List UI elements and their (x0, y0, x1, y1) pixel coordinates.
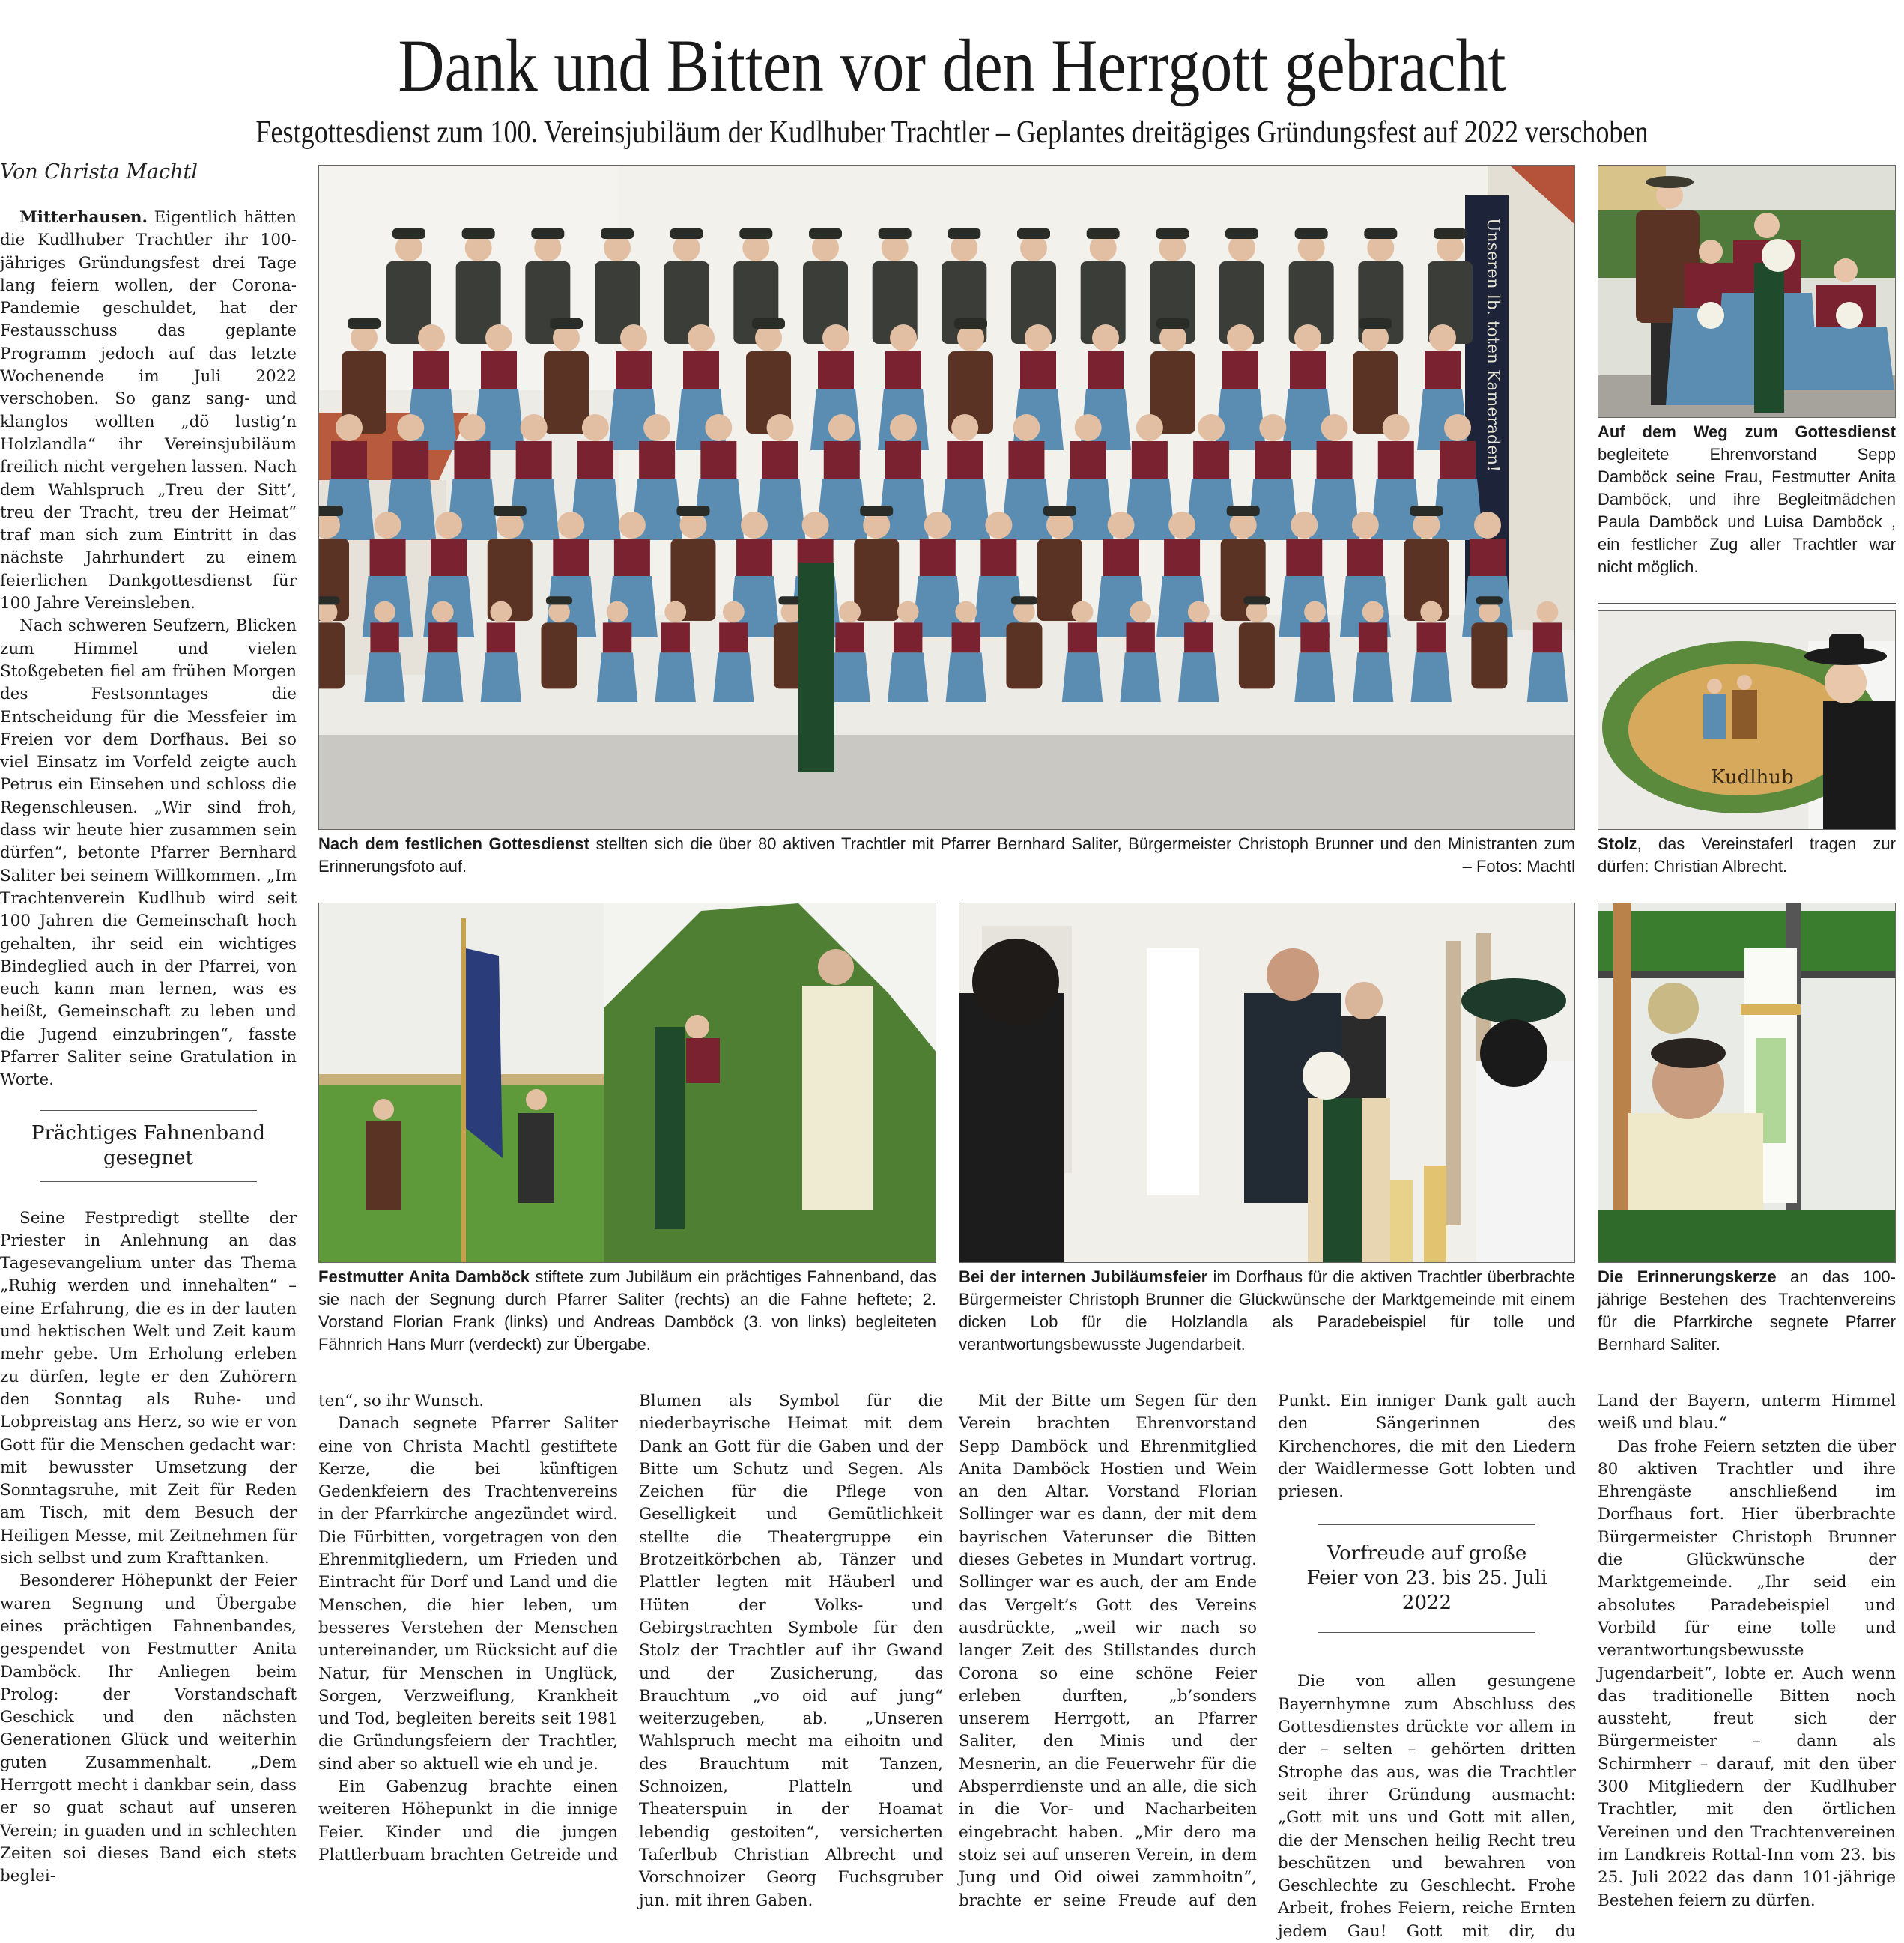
taferl-photo-caption: Stolz, das Vereinstaferl tragen zur dürfen: Christian Albrecht. (1598, 834, 1896, 876)
candle-photo-caption: Die Erinnerungskerze an das 100-jährige Bestehen des Trachtenvereins für die Pfarrkirche segnete Pfarrer Bernhard Saliter. (1598, 1267, 1896, 1354)
paragraph: Mitterhausen. Eigentlich hätten die Kudlhuber Trachtler ihr 100-jähriges Gründungsfest drei Tage lang feiern wollen, der Corona-Pandemie geschuldet, hat der Festausschuss das geplante Programm jedoch auf das letzte Wochenende im Juli 2022 verschoben. So ganz sang- und klanglos wollten „dö lustig’n Holzlandla“ ihr Vereinsjubiläum freilich nicht vergehen lassen. Nach dem Wahlspruch „Treu der Sitt’, treu der Tracht, treu der Heimat“ traf man sich zum Eintritt in das nächste Jahrhundert zu einem feierlichen Dankgottesdienst für 100 Jahre Vereinsleben. (0, 208, 297, 613)
paragraph: Nach schweren Seufzern, Blicken zum Himmel und vielen Stoßgebeten fiel am frühen Morgen des Festsonntages die Entscheidung für die Messfeier im Freien vor dem Dorfhaus. Bei so viel Einsatz im Vorfeld zeigte auch Petrus ein Einsehen und schloss die Regenschleusen. „Wir sind froh, dass wir heute hier zusammen sein dürfen“, betonte Pfarrer Bernhard Saliter bei seinem Willkommen. „Im Trachtenverein Kudlhub wird seit 100 Jahren die Gemeinschaft hoch gehalten, ihr seid ein wichtiges Bindeglied auch in der Pfarrei, von euch kann man lernen, was es heißt, Gemeinschaft zu leben und die Jugend einzubringen“, fasste Pfarrer Saliter seine Gratulation in Worte. (0, 616, 297, 1090)
speech-photo-caption: Bei der internen Jubiläumsfeier im Dorfhaus für die aktiven Trachtler überbrachte Bürgermeister Christoph Brunner die Glückwünsche der Marktgemeinde mit einem dicken Lob für die Holzlandla als Paradebeispiel für tolle und verantwortungsbewusste Jugendarbeit. (959, 1267, 1575, 1354)
flag-photo-caption: Festmutter Anita Damböck stiftete zum Jubiläum ein prächtiges Fahnenband, das sie nach der Segnung durch Pfarrer Saliter (rechts) an die Fahne heftete; 2. Vorstand Florian Frank (links) und Andreas Damböck (3. von links) begleiteten Fähnrich Hans Murr (verdeckt) zur Übergabe. (318, 1267, 937, 1354)
taferl-photo-illustration (1598, 611, 1896, 830)
paragraph: Blumen als Symbol für die niederbayrische Heimat mit dem Dank an Gott für die Gaben und der Bitte um Schutz und Segen. Als Zeichen für die Pflege von Geselligkeit und Gemütlichkeit stellte die Theatergruppe ein Brotzeitkörbchen ab, Tänzer und Plattler legten mit Häuberl und Hüten der Volks- und Gebirgstrachten Symbole für den Stolz der Trachtler auf ihr Gwand und der Zusicherung, das Brauchtum „vo oid auf jung“ weiterzugeben, ab. „Unseren Wahlspruch mecht ma eihoitn und des Brauchtum mit Tanzen, Schnoizen, Platteln und Theaterspuin in der Hoamat lebendig gestoiten“, versicherten Taferlbub Christian Albrecht und Vorschnoizer Georg Fuchsgruber jun. mit ihren Gaben. (639, 1392, 943, 1910)
divider (1318, 1524, 1535, 1525)
group-photo (318, 165, 1575, 830)
paragraph: Mit der Bitte um Segen für den Verein brachten Ehrenvorstand Sepp Damböck und Ehrenmitglied Anita Damböck Hostien und Wein an den Altar. Vorstand Florian Sollinger war es dann, der mit dem bayrischen Vaterunser die Bitten dieses Gebetes in Mundart vortrug. Sollinger war es auch, der am Ende das Vergelt’s Gott des Vereins ausdrückte, „weil wir nach so langer Zeit des Stillstandes durch Corona so eine schöne Feier erleben durften, „b’sonders unserem Herrgott, an Pfarrer Saliter, den Minis und der Mesnerin, an die Feuerwehr für die Absperrdienste und an alle, die sich in die Vor- und Nacharbeiten eingebracht haben. „Mir dero ma stoiz sei auf unseren Verein, in dem Jung und Oid oiwei zammhoitn“, brachte er seine Freude auf den (959, 1392, 1257, 1910)
group-photo-caption: Nach dem festlichen Gottesdienst stellten sich die über 80 aktiven Trachtler mit Pfarrer Bernhard Saliter, Bürgermeister Christoph Brunner und den Ministranten zum Erinnerungsfoto auf. – Fotos: Machtl (318, 833, 1575, 878)
paragraph: Danach segnete Pfarrer Saliter eine von Christa Machtl gestiftete Kerze, die bei künftigen Gedenkfeiern des Trachtenvereins in der Pfarrkirche angezündet wird. Die Fürbitten, vorgetragen von den Ehrenmitgliedern, um Frieden und Eintracht für Dorf und Land und die Menschen, die hier leben, um besseres Verstehen der Menschen untereinander, um Rücksicht auf die Natur, für Menschen in Unglück, Sorgen, Verzweiflung, Krankheit und Tod, begleiten bereits seit 1981 die Gründungsfeiern der Trachtler, sind aber so aktuell wie eh und je. (318, 1414, 618, 1774)
taferl-sign-text: Kudlhub (1711, 766, 1794, 789)
candle-photo (1598, 903, 1896, 1263)
paragraph: Das frohe Feiern setzten die über 80 aktiven Trachtler und ihre Ehrengäste anschließend im Dorfhaus fort. Hier überbrachte Bürgermeister Christoph Brunner die Glückwünsche der Marktgemeinde. „Ihr seid ein absolutes Paradebeispiel und Vorbild für eine tolle und verantwortungsbewusste Jugendarbeit“, lobte er. Auch wenn das traditionelle Bitten noch aussteht, freut sich der Bürgermeister – dann als Schirmherr – darauf, mit den über 300 Mitgliedern der Kudlhuber Trachtler, mit den örtlichen Vereinen und den Trachtenvereinen im Landkreis Rottal-Inn vom 23. bis 25. Juli 2022 das dann 101-jährige Bestehen feiern zu dürfen. (1598, 1437, 1896, 1910)
paragraph: Die von allen gesungene Bayernhymne zum Abschluss des Gottesdienstes drückte vor allem in der – selten – gehörten dritten Strophe das aus, was die Trachtler seit ihrer Gründung ausmacht: „Gott mit uns und Gott mit allen, die der Menschen heilig Recht treu beschützen und bewahren von Geschlechte zu Geschlecht. Frohe Arbeit, frohes Feiern, reiche Ernten jedem Gau! Gott mit dir, du (1278, 1672, 1576, 1941)
candle-photo-illustration (1598, 903, 1896, 1263)
section-subtitle-block (1278, 1524, 1576, 1633)
text-column-6 (1598, 1390, 1896, 1912)
group-photo-illustration (319, 166, 1575, 830)
subheadline: Festgottesdienst zum 100. Vereinsjubiläum der Kudlhuber Trachtler – Geplantes dreitägiges Gründungsfest auf 2022 verschoben (255, 115, 1649, 150)
divider (1598, 603, 1896, 604)
text-column-2 (318, 1390, 618, 1867)
paragraph: Land der Bayern, unterm Himmel weiß und blau.“ (1598, 1392, 1896, 1434)
paragraph: ten“, so ihr Wunsch. (318, 1392, 485, 1410)
divider (1318, 1632, 1535, 1633)
text-column-1 (0, 207, 297, 1888)
byline: Von Christa Machtl (0, 160, 198, 184)
festmutter-ribbon (798, 563, 834, 772)
speech-photo-illustration (959, 903, 1575, 1263)
headline: Dank und Bitten vor den Herrgott gebracht (398, 24, 1506, 107)
text-column-4 (959, 1390, 1257, 1912)
procession-photo-caption: Auf dem Weg zum Gottesdienst begleitete Ehrenvorstand Sepp Damböck seine Frau, Festmutter Anita Damböck, und ihre Begleitmädchen Paula Damböck und Luisa Damböck , ein festlicher Zug aller Trachtler war nicht möglich. (1598, 422, 1896, 576)
paragraph: Ein Gabenzug brachte einen weiteren Höhepunkt in die innige Feier. Kinder und die jungen Plattlerbuam brachten Getreide und (318, 1777, 618, 1864)
text-column-3 (639, 1390, 943, 1912)
section-subtitle-block (0, 1110, 297, 1182)
speech-photo (959, 903, 1575, 1263)
caption-lead: Stolz (1598, 834, 1637, 853)
paragraph: Seine Festpredigt stellte der Priester in Anlehnung an das Tagesevangelium unter das Thema „Ruhig werden und innehalten“ – eine Erfahrung, die es in der lauten und hektischen Welt und Zeit kaum mehr gebe. Um Erholung erleben zu dürfen, legte er den Zuhörern den Sonntag als Ruhe- und Lobpreistag ans Herz, so wie er von Gott für die Menschen gedacht war: mit bewusster Umsetzung der Sonntagsruhe, mit Zeit für Reden am Tisch, mit dem Besuch der Heiligen Messe, mit Zeitnehmen für sich selbst und zum Krafttanken. (0, 1208, 297, 1568)
flag-photo (318, 903, 936, 1263)
caption-lead: Die Erinnerungskerze (1598, 1267, 1777, 1286)
procession-photo (1598, 165, 1896, 418)
flag-photo-illustration (319, 903, 936, 1263)
taferl-photo (1598, 610, 1896, 830)
photo-credit: – Fotos: Machtl (1462, 857, 1575, 876)
divider (40, 1181, 257, 1182)
procession-photo-illustration (1598, 166, 1896, 418)
memorial-banner-text: Unseren lb. toten Kameraden! (1483, 218, 1502, 473)
text-column-5 (1278, 1390, 1576, 1943)
caption-lead: Auf dem Weg zum Gottesdienst (1598, 422, 1896, 441)
caption-lead: Nach dem festlichen Gottesdienst (318, 834, 589, 853)
section-subtitle: Vorfreude auf große Feier von 23. bis 25. Juli 2022 (1306, 1542, 1547, 1615)
caption-lead: Festmutter Anita Damböck (318, 1267, 530, 1286)
paragraph: Besonderer Höhepunkt der Feier waren Segnung und Übergabe eines prächtigen Fahnenbandes, gespendet von Festmutter Anita Damböck. Ihr Anliegen beim Prolog: der Vorstandschaft Geschick und den nächsten Generationen Glück und weiterhin guten Zusammenhalt. „Dem Herrgott mecht i dankbar sein, dass er so guat schaut auf unseren Verein; in guaden und in schlechten Zeiten soi dieses Band eich stets beglei- (0, 1571, 297, 1886)
caption-lead: Bei der internen Jubiläumsfeier (959, 1267, 1208, 1286)
paragraph: Punkt. Ein inniger Dank galt auch den Sängerinnen des Kirchenchores, die mit den Liedern der Waidlermesse Gott lobten und priesen. (1278, 1392, 1576, 1502)
divider (40, 1110, 257, 1111)
dateline: Mitterhausen. (19, 208, 148, 227)
section-subtitle: Prächtiges Fahnenband gesegnet (31, 1121, 266, 1169)
